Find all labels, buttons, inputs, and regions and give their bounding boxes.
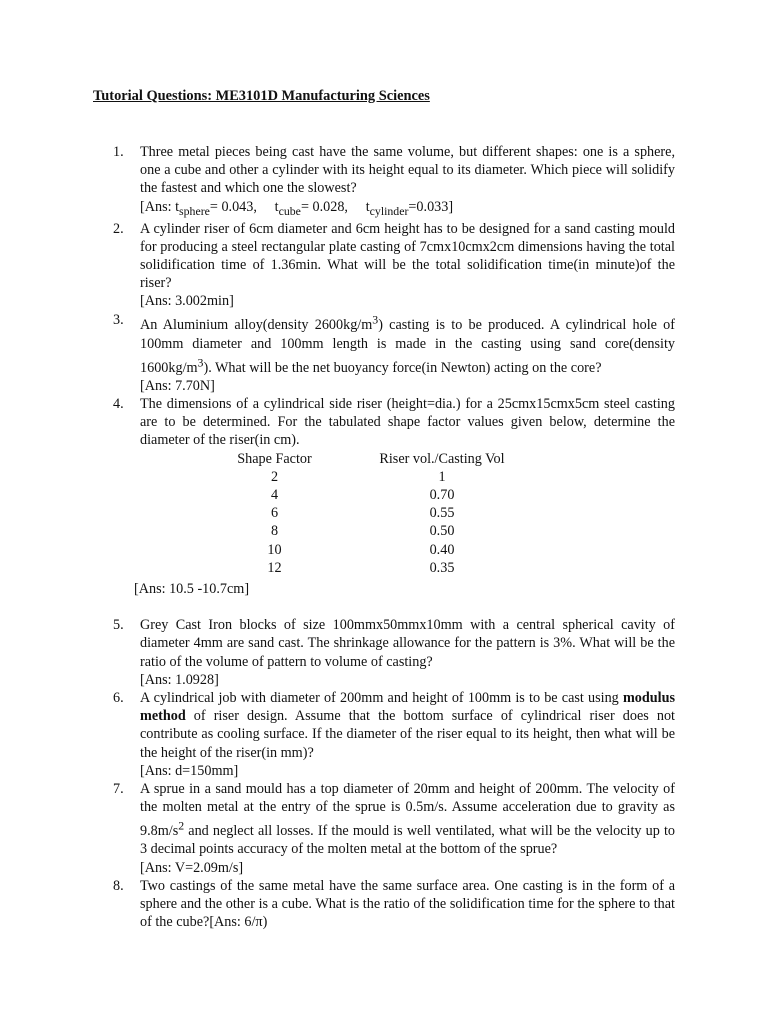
question-number: 2. bbox=[113, 220, 124, 237]
question-number: 8. bbox=[113, 877, 124, 894]
question-number: 6. bbox=[113, 689, 124, 706]
question-number: 3. bbox=[113, 311, 124, 328]
question-text: Three metal pieces being cast have the same volume, but different shapes: one is a sphere, one a cube and other a cylinder with its height equal to its diameter. Which piece will solidify the fastest and which one the slowest? bbox=[140, 144, 675, 197]
table-cell: 8 bbox=[270, 523, 279, 540]
question-body bbox=[140, 780, 675, 877]
table-header: Riser vol./Casting Vol bbox=[379, 450, 505, 467]
question-list bbox=[113, 143, 675, 931]
table-row bbox=[140, 486, 675, 504]
shape-factor-table bbox=[140, 450, 675, 577]
question-3 bbox=[113, 311, 675, 395]
answer: [Ans: V=2.09m/s] bbox=[140, 859, 244, 876]
table-cell: 12 bbox=[267, 559, 282, 576]
table-cell: 0.40 bbox=[429, 541, 455, 558]
question-text: A cylinder riser of 6cm diameter and 6cm height has to be designed for a sand casting mould for producing a steel rectangular plate casting of 7cmx10cmx2cm dimensions having the total solidification time of 1.36min. What will be the total solidification time(in minute)of the riser? bbox=[140, 220, 675, 292]
question-body bbox=[140, 616, 675, 689]
question-body bbox=[140, 689, 675, 780]
table-header: Shape Factor bbox=[237, 450, 312, 467]
question-1 bbox=[113, 143, 675, 220]
question-6 bbox=[113, 689, 675, 780]
page-title: Tutorial Questions: ME3101D Manufacturing Sciences bbox=[93, 88, 430, 104]
table-cell: 0.35 bbox=[429, 559, 455, 576]
table-cell: 0.70 bbox=[429, 486, 455, 503]
table-cell: 2 bbox=[270, 468, 279, 485]
table-cell: 4 bbox=[270, 486, 279, 503]
question-body bbox=[140, 877, 675, 932]
table-row bbox=[140, 468, 675, 486]
question-number: 4. bbox=[113, 395, 124, 412]
table-cell: 1 bbox=[438, 468, 446, 485]
table-row bbox=[140, 541, 675, 559]
question-7 bbox=[113, 780, 675, 877]
question-text: An Aluminium alloy(density $2600kg/m^3$) casting is to be produced. A cylindrical hole of 100mm diameter and 100mm length is made in the casting using sand core(density $1600kg/m^3$). What will be the net buoyancy force(in Newton) acting on the core? bbox=[140, 312, 675, 376]
question-text: Two castings of the same metal have the same surface area. One casting is in the form of a sphere and the other is a cube. What is the ratio of the solidification time for the sphere to that of the cube?[Ans: 6/π) bbox=[140, 877, 675, 931]
table-row bbox=[140, 559, 675, 577]
question-body bbox=[140, 311, 675, 395]
question-body bbox=[140, 143, 675, 220]
answer: [Ans: $t_{sphere}= 0.043$, $t_{cube}= 0.028$, $t_{cylinder}=0.033$] bbox=[140, 198, 454, 218]
question-body bbox=[140, 220, 675, 311]
answer: [Ans: 7.70N] bbox=[140, 377, 215, 394]
question-text: The dimensions of a cylindrical side riser (height=dia.) for a 25cmx15cmx5cm steel casting are to be determined. For the tabulated shape factor values given below, determine the diameter of the riser(in cm). bbox=[140, 395, 675, 449]
question-text: A sprue in a sand mould has a top diameter of 20mm and height of 200mm. The velocity of the molten metal at the entry of the sprue is 0.5m/s. Assume acceleration due to gravity as $9.8m/s^2$ and neglect all losses. If the mould is well ventilated, what will be the velocity up to 3 decimal points accuracy of the molten metal at the bottom of the sprue? bbox=[140, 781, 675, 858]
answer: [Ans: 1.0928] bbox=[140, 671, 219, 688]
question-number: 5. bbox=[113, 617, 124, 634]
table-cell: 0.55 bbox=[429, 505, 455, 522]
question-body bbox=[140, 395, 675, 577]
question-number: 1. bbox=[113, 144, 124, 160]
table-row bbox=[140, 504, 675, 522]
bold-term: modulus method bbox=[140, 689, 675, 725]
question-8 bbox=[113, 877, 675, 932]
question-text: A cylindrical job with diameter of 200mm and height of 100mm is to be cast using modulus method of riser design. Assume that the bottom surface of cylindrical riser does not contribute as cooling surface. If the diameter of the riser equal to its height, then what will be the height of the riser(in mm)? bbox=[140, 689, 675, 761]
answer: [Ans: d=150mm] bbox=[140, 762, 239, 779]
table-row bbox=[140, 522, 675, 540]
table-cell: 0.50 bbox=[429, 523, 455, 540]
table-header-row bbox=[140, 450, 675, 468]
question-4 bbox=[113, 395, 675, 577]
question-number: 7. bbox=[113, 781, 124, 797]
question-text: Grey Cast Iron blocks of size 100mmx50mmx10mm with a central spherical cavity of diameter 4mm are sand cast. The shrinkage allowance for the pattern is 3%. What will be the ratio of the volume of pattern to volume of casting? bbox=[140, 617, 675, 670]
answer: [Ans: 3.002min] bbox=[140, 293, 234, 310]
table-cell: 10 bbox=[267, 541, 282, 558]
table-cell: 6 bbox=[270, 505, 279, 522]
question-2 bbox=[113, 220, 675, 311]
question-5 bbox=[113, 616, 675, 689]
answer: [Ans: 10.5 -10.7cm] bbox=[134, 580, 250, 597]
